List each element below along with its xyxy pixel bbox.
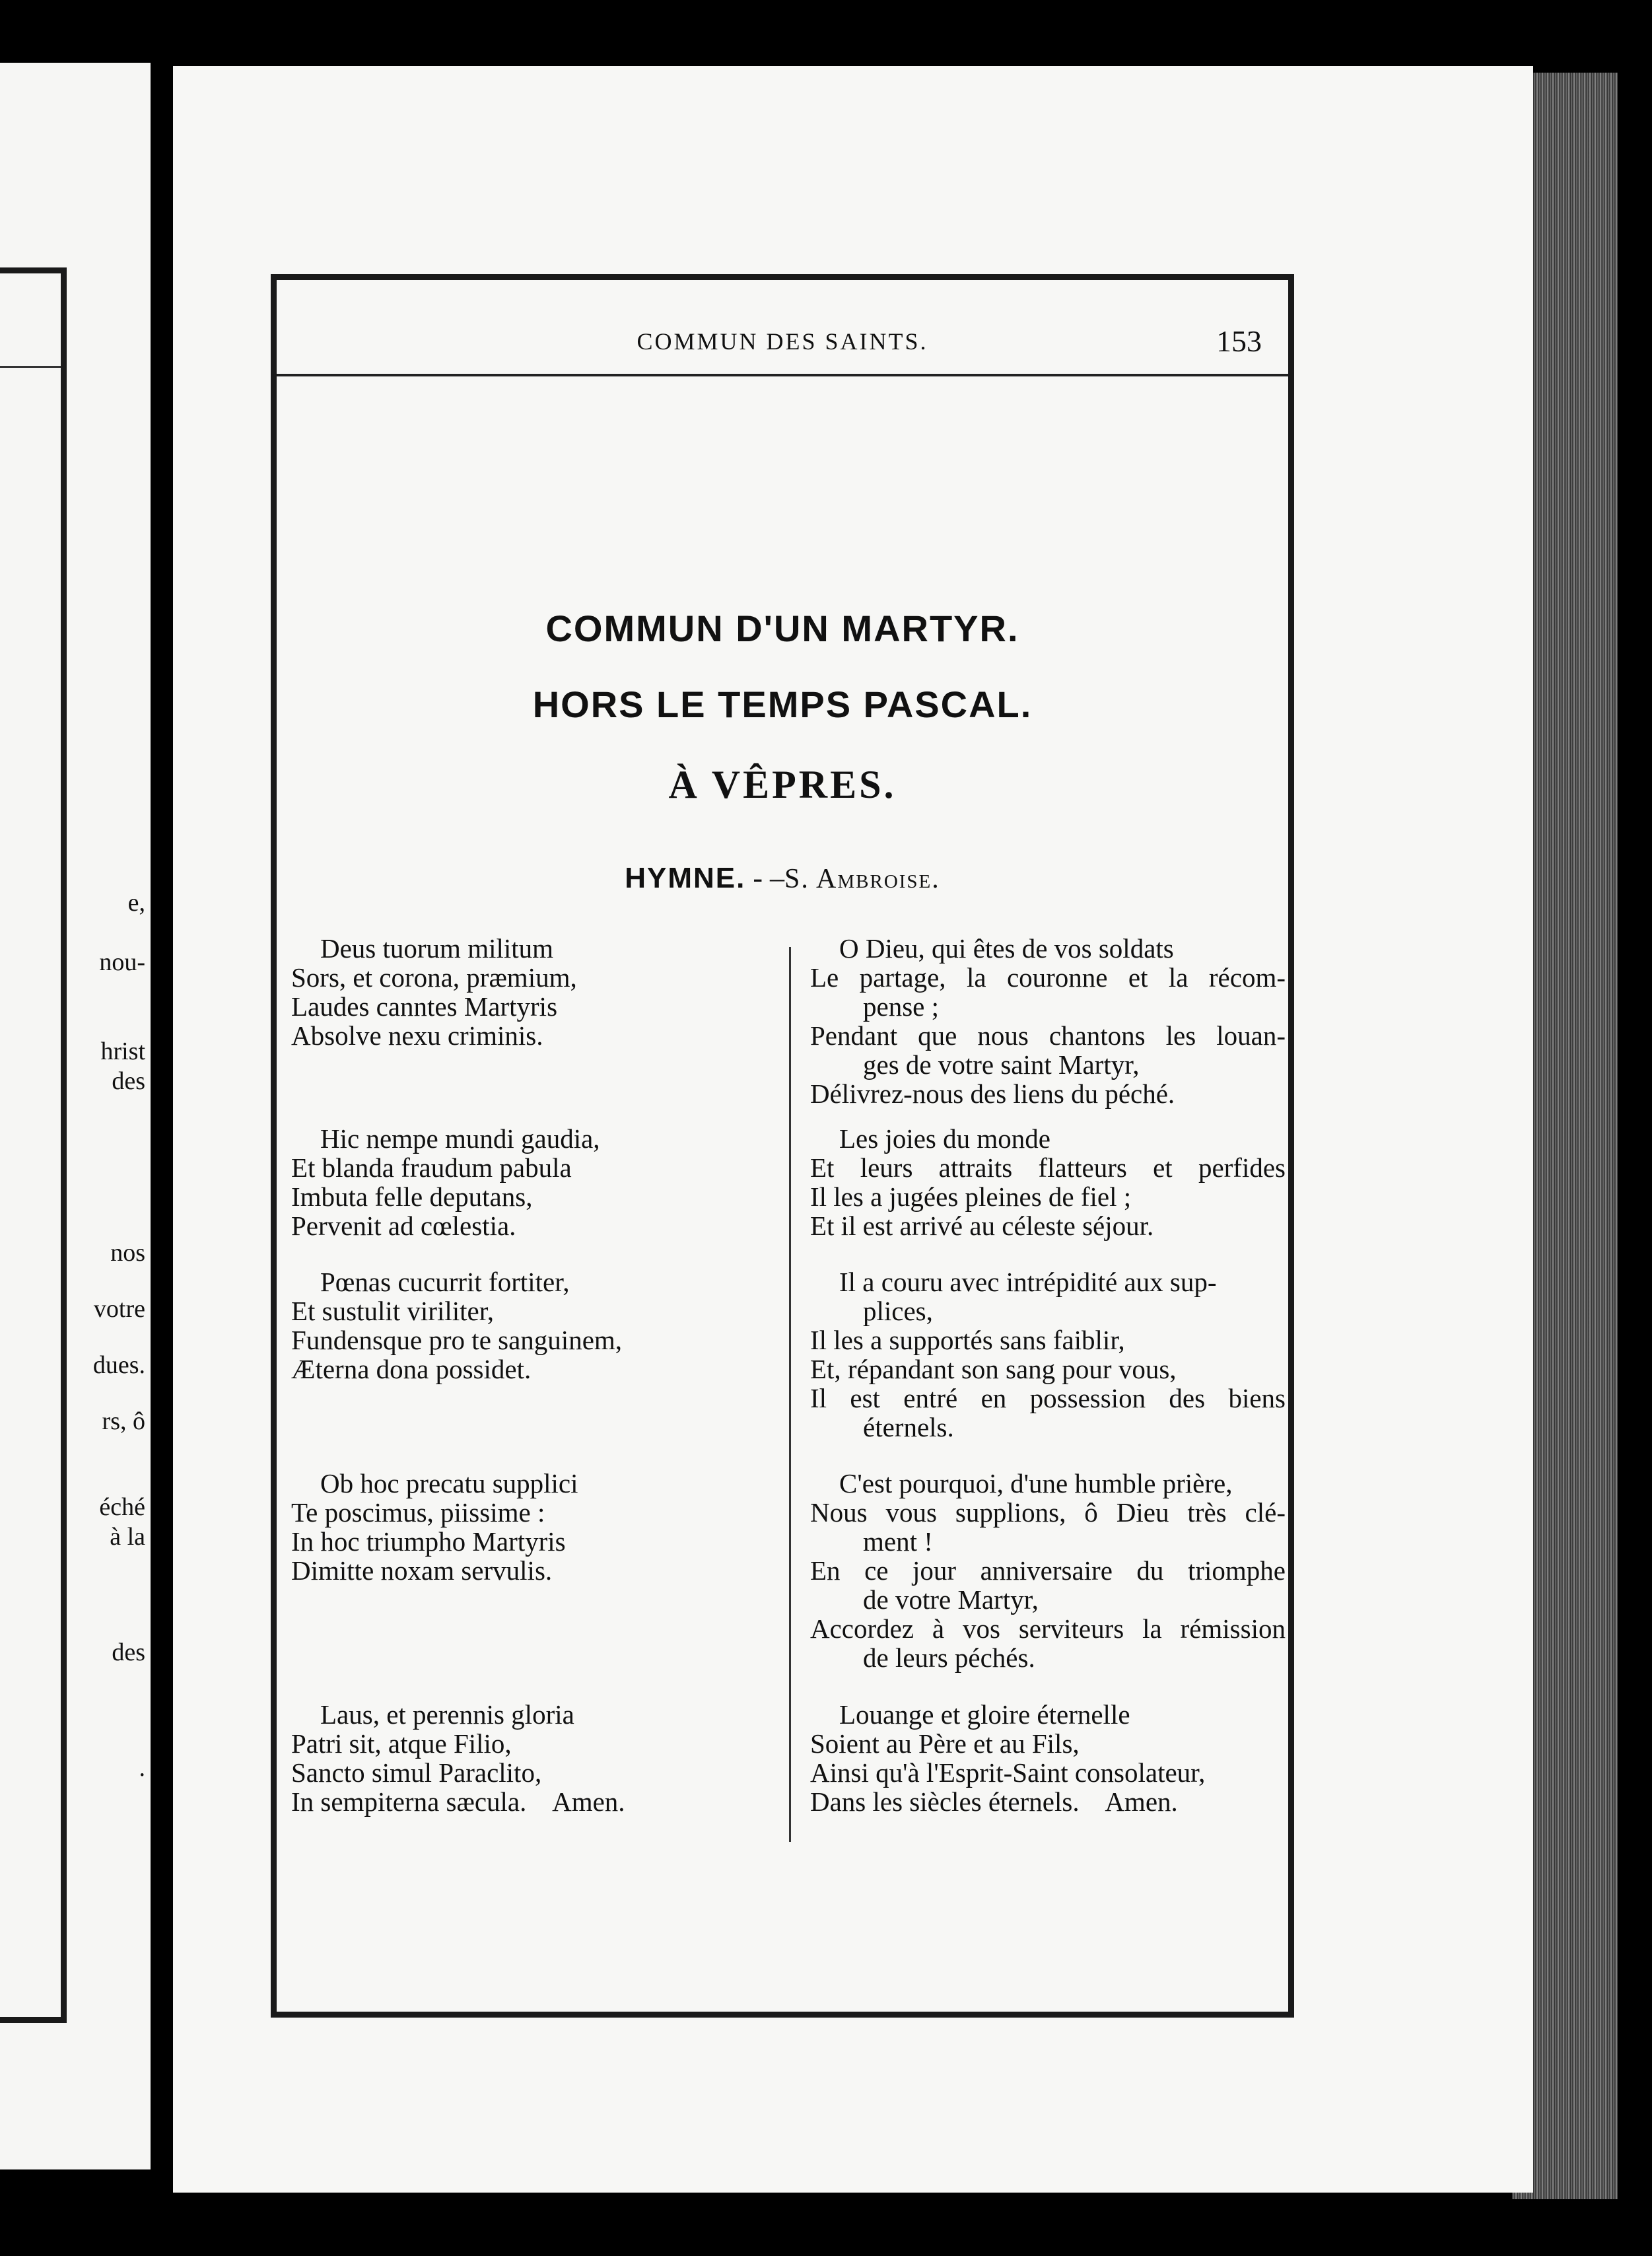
french-stanza	[810, 934, 1286, 1108]
verse-line: ment !	[863, 1526, 933, 1557]
french-stanza	[810, 1469, 1286, 1672]
verse-line: Et blanda fraudum pabula	[291, 1152, 572, 1183]
facing-page-fragment: hrist	[100, 1038, 145, 1065]
verse-line: Ainsi qu'à l'Esprit-Saint consolateur,	[810, 1757, 1206, 1788]
facing-page-header-rule	[0, 366, 61, 368]
facing-page-fragment: e,	[127, 889, 145, 917]
verse-line: ges de votre saint Martyr,	[863, 1049, 1140, 1080]
verse-line: Les joies du monde	[839, 1123, 1050, 1154]
facing-page-fragment: à la	[110, 1523, 145, 1551]
facing-page-frame	[0, 267, 67, 2023]
french-stanza	[810, 1267, 1286, 1442]
verse-line: Fundensque pro te sanguinem,	[291, 1325, 623, 1355]
verse-line: Le partage, la couronne et la récom-	[810, 962, 1286, 993]
verse-line: de votre Martyr,	[863, 1584, 1039, 1615]
section-title: COMMUN D'UN MARTYR.	[545, 608, 1019, 649]
verse-line: Deus tuorum militum	[320, 933, 554, 964]
facing-page	[0, 63, 151, 2169]
verse-line: plices,	[863, 1296, 933, 1326]
verse-line: Pendant que nous chantons les louan-	[810, 1020, 1286, 1051]
verse-line: En ce jour anniversaire du triomphe	[810, 1555, 1286, 1586]
latin-stanza	[291, 1124, 780, 1240]
hymn-heading	[277, 861, 1288, 895]
latin-stanza	[291, 1469, 780, 1585]
verse-line: Pervenit ad cœlestia.	[291, 1211, 516, 1241]
verse-line: pense ;	[863, 991, 939, 1022]
facing-page-fragment: des	[112, 1639, 145, 1666]
verse-line: Il a couru avec intrépidité aux sup-	[839, 1267, 1217, 1297]
verse-line: Et, répandant son sang pour vous,	[810, 1354, 1177, 1384]
verse-line: Accordez à vos serviteurs la rémission	[810, 1613, 1286, 1644]
verse-line: Nous vous supplions, ô Dieu très clé-	[810, 1497, 1286, 1528]
verse-line: Te poscimus, piissime :	[291, 1497, 545, 1528]
verse-line: Sancto simul Paraclito,	[291, 1757, 542, 1788]
french-stanza	[810, 1124, 1286, 1240]
verse-line: O Dieu, qui êtes de vos soldats	[839, 933, 1174, 964]
verse-line: C'est pourquoi, d'une humble prière,	[839, 1468, 1233, 1498]
verse-line: In sempiterna sæcula. Amen.	[291, 1786, 625, 1817]
verse-line: Dimitte noxam servulis.	[291, 1555, 553, 1586]
verse-line: Absolve nexu criminis.	[291, 1020, 543, 1051]
section-subtitle: HORS LE TEMPS PASCAL.	[532, 684, 1033, 725]
verse-line: Pœnas cucurrit fortiter,	[320, 1267, 570, 1297]
facing-page-fragment: votre	[93, 1295, 145, 1323]
book-page	[173, 66, 1533, 2193]
verse-line: Il est entré en possession des biens	[810, 1383, 1286, 1413]
latin-stanza	[291, 934, 780, 1050]
office-title: À VÊPRES.	[668, 763, 897, 806]
facing-page-fragment: nou-	[99, 948, 145, 976]
facing-page-fragment: éché	[99, 1493, 145, 1521]
facing-page-fragment: rs, ô	[102, 1407, 145, 1435]
hymn-label: HYMNE.	[625, 862, 746, 894]
verse-line: Il les a supportés sans faiblir,	[810, 1325, 1125, 1355]
verse-line: Sors, et corona, præmium,	[291, 962, 577, 993]
verse-line: Laus, et perennis gloria	[320, 1699, 574, 1730]
latin-stanza	[291, 1700, 780, 1816]
verse-line: Patri sit, atque Filio,	[291, 1728, 512, 1759]
facing-page-fragment: des	[112, 1067, 145, 1095]
verse-line: In hoc triumpho Martyris	[291, 1526, 566, 1557]
verse-line: Hic nempe mundi gaudia,	[320, 1123, 600, 1154]
verse-line: Et leurs attraits flatteurs et perfides	[810, 1152, 1286, 1183]
hymn-dash: - –	[745, 862, 784, 894]
verse-line: Et sustulit viriliter,	[291, 1296, 494, 1326]
verse-line: Imbuta felle deputans,	[291, 1181, 533, 1212]
french-stanza	[810, 1700, 1286, 1816]
verse-line: Délivrez-nous des liens du péché.	[810, 1078, 1175, 1109]
verse-line: Æterna dona possidet.	[291, 1354, 532, 1384]
page-border-frame	[271, 274, 1294, 2018]
latin-stanza	[291, 1267, 780, 1384]
verse-line: Louange et gloire éternelle	[839, 1699, 1130, 1730]
hymn-author: S. Ambroise.	[784, 864, 940, 894]
verse-line: éternels.	[863, 1412, 954, 1442]
page-number: 153	[1216, 324, 1262, 358]
verse-line: Ob hoc precatu supplici	[320, 1468, 578, 1498]
verse-line: de leurs péchés.	[863, 1642, 1035, 1673]
facing-page-fragment: dues.	[92, 1351, 145, 1379]
verse-line: Dans les siècles éternels. Amen.	[810, 1786, 1178, 1817]
verse-line: Et il est arrivé au céleste séjour.	[810, 1211, 1154, 1241]
header-rule	[277, 374, 1288, 376]
running-title: COMMUN DES SAINTS.	[637, 328, 928, 355]
facing-page-fragment: .	[139, 1754, 145, 1782]
column-divider	[789, 947, 791, 1842]
verse-line: Soient au Père et au Fils,	[810, 1728, 1080, 1759]
facing-page-fragment: nos	[110, 1239, 145, 1267]
running-header	[277, 324, 1288, 367]
verse-line: Il les a jugées pleines de fiel ;	[810, 1181, 1132, 1212]
verse-line: Laudes canntes Martyris	[291, 991, 558, 1022]
